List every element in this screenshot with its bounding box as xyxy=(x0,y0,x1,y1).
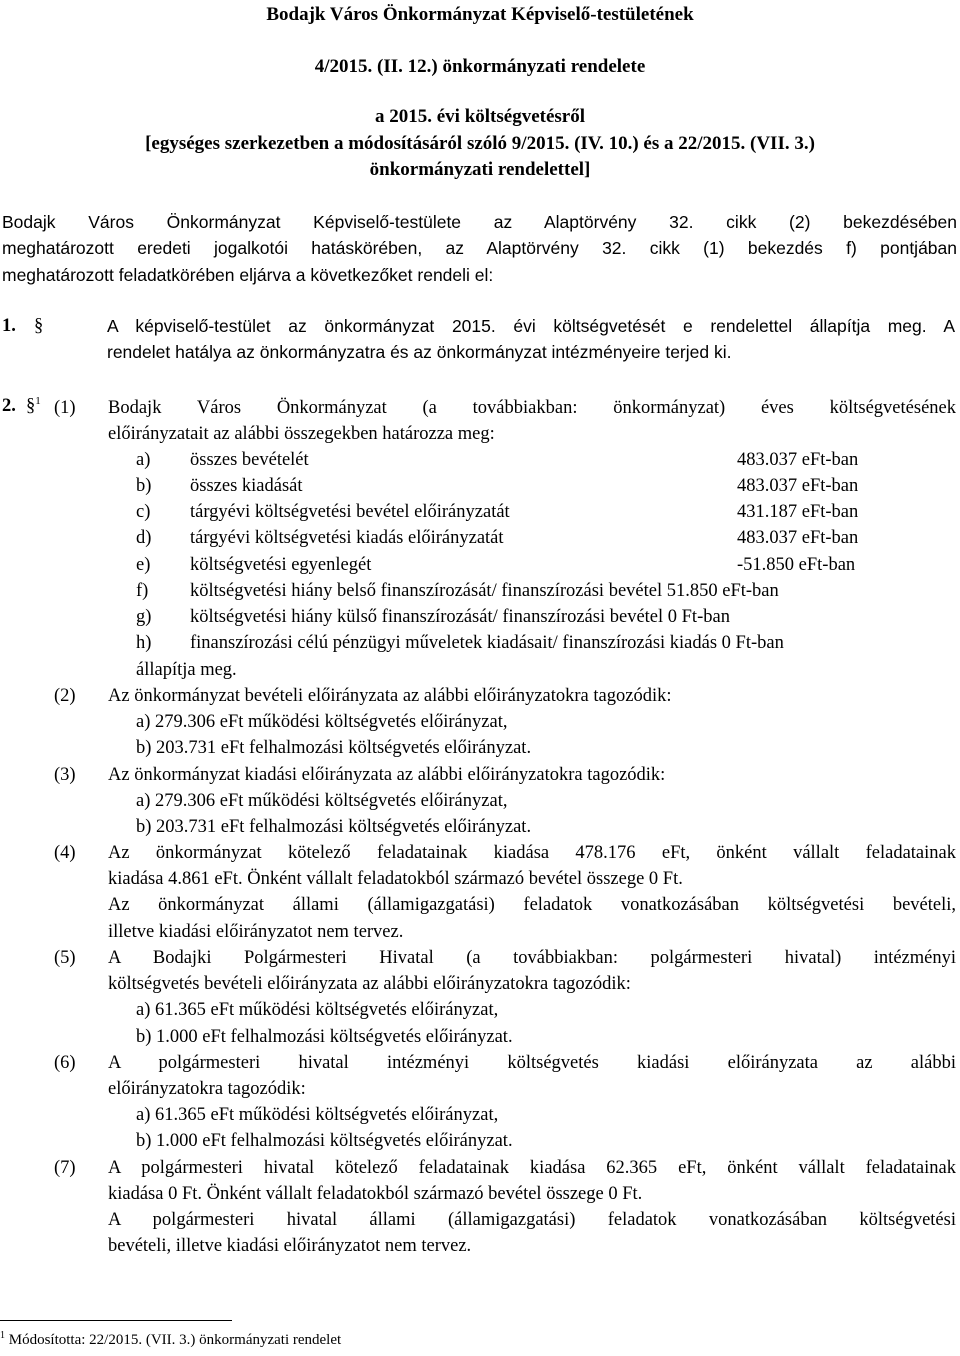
section-2-symbol xyxy=(26,396,41,417)
item-a-amount: 483.037 eFt-ban xyxy=(737,450,859,470)
p7-line-3: A polgármesteri hivatal állami (államigazgatási) feladatok vonatkozásában költségvetési xyxy=(108,1210,956,1230)
p1-line-2: előirányzatait az alábbi összegekben határozza meg: xyxy=(108,424,495,444)
p6-line-1: A polgármesteri hivatal intézményi költségvetés kiadási előirányzata az alábbi xyxy=(108,1053,956,1073)
p7-line-1: A polgármesteri hivatal kötelező feladatainak kiadása 62.365 eFt, önként vállalt feladatainak xyxy=(108,1158,956,1178)
p5-label: (5) xyxy=(54,948,76,968)
footnote-divider xyxy=(0,1320,232,1321)
p4-line-4: illetve kiadási előirányzatot nem tervez. xyxy=(108,922,404,942)
item-a-label: a) xyxy=(136,450,151,470)
p1-line-1: Bodajk Város Önkormányzat (a továbbiakban: önkormányzat) éves költségvetésének xyxy=(108,398,956,418)
footnote xyxy=(0,1332,341,1349)
p4-line-1: Az önkormányzat kötelező feladatainak kiadása 478.176 eFt, önként vállalt feladatainak xyxy=(108,843,956,863)
preamble-line-3: meghatározott feladatkörében eljárva a következőket rendeli el: xyxy=(2,265,494,285)
p2-label: (2) xyxy=(54,686,76,706)
p2-item-a: a) 279.306 eFt működési költségvetés előirányzat, xyxy=(136,712,508,732)
item-g-text: költségvetési hiány külső finanszírozását/ finanszírozási bevétel 0 Ft-ban xyxy=(190,607,730,627)
footnote-reference: 1 xyxy=(35,394,41,407)
p3-item-b: b) 203.731 eFt felhalmozási költségvetés előirányzat. xyxy=(136,817,532,837)
p4-line-2: kiadása 4.861 eFt. Önként vállalt feladatokból származó bevétel összege 0 Ft. xyxy=(108,869,683,889)
p5-item-b: b) 1.000 eFt felhalmozási költségvetés előirányzat. xyxy=(136,1027,513,1047)
p6-item-a: a) 61.365 eFt működési költségvetés előirányzat, xyxy=(136,1105,499,1125)
item-b-label: b) xyxy=(136,476,152,496)
section-1-number: 1. xyxy=(2,316,16,336)
item-c-amount: 431.187 eFt-ban xyxy=(737,502,859,522)
item-e-label: e) xyxy=(136,555,151,575)
title-line-5: önkormányzati rendelettel] xyxy=(369,159,591,180)
item-e-text: költségvetési egyenlegét xyxy=(190,555,372,575)
item-d-text: tárgyévi költségvetési kiadás előirányzatát xyxy=(190,528,504,548)
title-line-1: Bodajk Város Önkormányzat Képviselő-testületének xyxy=(266,4,694,25)
item-c-text: tárgyévi költségvetési bevétel előirányzatát xyxy=(190,502,510,522)
preamble-line-2: meghatározott eredeti jogalkotói hatáskörében, az Alaptörvény 32. cikk (1) bekezdés f) pontjában xyxy=(2,238,957,258)
item-f-label: f) xyxy=(136,581,149,601)
p2-line-1: Az önkormányzat bevételi előirányzata az alábbi előirányzatokra tagozódik: xyxy=(108,686,672,706)
p1-label: (1) xyxy=(54,398,76,418)
section-1-line-2: rendelet hatálya az önkormányzatra és az önkormányzat intézményeire terjed ki. xyxy=(107,342,732,362)
section-2-symbol-text: § xyxy=(26,396,36,416)
p6-line-2: előirányzatokra tagozódik: xyxy=(108,1079,306,1099)
section-2-number: 2. xyxy=(2,396,16,416)
title-line-3: a 2015. évi költségvetésről xyxy=(374,106,585,127)
item-e-amount: -51.850 eFt-ban xyxy=(737,555,856,575)
p7-line-2: kiadása 0 Ft. Önként vállalt feladatokból származó bevétel összege 0 Ft. xyxy=(108,1184,643,1204)
item-f-text: költségvetési hiány belső finanszírozását/ finanszírozási bevétel 51.850 eFt-ban xyxy=(190,581,779,601)
item-h-label: h) xyxy=(136,633,152,653)
item-d-amount: 483.037 eFt-ban xyxy=(737,528,859,548)
title-line-4: [egységes szerkezetben a módosításáról szóló 9/2015. (IV. 10.) és a 22/2015. (VII. 3.) xyxy=(145,133,815,154)
p7-label: (7) xyxy=(54,1158,76,1178)
p6-label: (6) xyxy=(54,1053,76,1073)
preamble-line-1: Bodajk Város Önkormányzat Képviselő-testülete az Alaptörvény 32. cikk (2) bekezdésében xyxy=(2,212,957,232)
item-b-amount: 483.037 eFt-ban xyxy=(737,476,859,496)
footnote-number: 1 xyxy=(0,1330,5,1341)
p5-line-1: A Bodajki Polgármesteri Hivatal (a továbbiakban: polgármesteri hivatal) intézményi xyxy=(108,948,956,968)
p7-line-4: bevételi, illetve kiadási előirányzatot nem tervez. xyxy=(108,1236,472,1256)
p4-line-3: Az önkormányzat állami (államigazgatási) feladatok vonatkozásában költségvetési bevételi, xyxy=(108,895,956,915)
section-1-line-1: A képviselő-testület az önkormányzat 2015. évi költségvetését e rendelettel állapítja meg. A xyxy=(107,316,955,336)
item-d-label: d) xyxy=(136,528,152,548)
p2-item-b: b) 203.731 eFt felhalmozási költségvetés előirányzat. xyxy=(136,738,532,758)
p3-line-1: Az önkormányzat kiadási előirányzata az alábbi előirányzatokra tagozódik: xyxy=(108,765,666,785)
item-g-label: g) xyxy=(136,607,152,627)
footnote-text: Módosította: 22/2015. (VII. 3.) önkormányzati rendelet xyxy=(8,1332,342,1348)
title-line-2: 4/2015. (II. 12.) önkormányzati rendelete xyxy=(314,56,646,77)
p6-item-b: b) 1.000 eFt felhalmozási költségvetés előirányzat. xyxy=(136,1131,513,1151)
item-b-text: összes kiadását xyxy=(190,476,303,496)
p3-item-a: a) 279.306 eFt működési költségvetés előirányzat, xyxy=(136,791,508,811)
section-1-symbol: § xyxy=(34,316,44,336)
p5-item-a: a) 61.365 eFt működési költségvetés előirányzat, xyxy=(136,1000,499,1020)
p3-label: (3) xyxy=(54,765,76,785)
p4-label: (4) xyxy=(54,843,76,863)
item-a-text: összes bevételét xyxy=(190,450,309,470)
p1-closing: állapítja meg. xyxy=(136,660,237,680)
item-c-label: c) xyxy=(136,502,151,522)
p5-line-2: költségvetés bevételi előirányzata az alábbi előirányzatokra tagozódik: xyxy=(108,974,631,994)
item-h-text: finanszírozási célú pénzügyi műveletek kiadásait/ finanszírozási kiadás 0 Ft-ban xyxy=(190,633,784,653)
